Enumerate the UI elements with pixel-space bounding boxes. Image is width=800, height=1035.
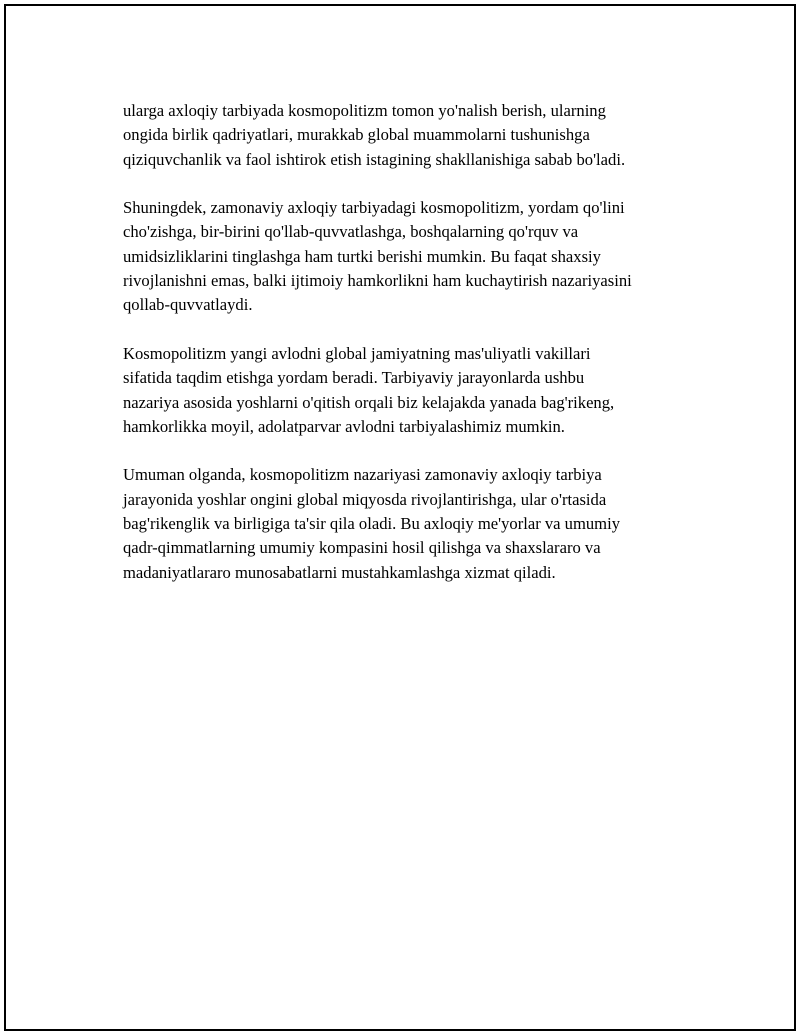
text-line: ularga axloqiy tarbiyada kosmopolitizm tomon yo'nalish berish, ularning [123, 101, 606, 120]
document-page [4, 4, 796, 1031]
text-line: nazariya asosida yoshlarni o'qitish orqali biz kelajakda yanada bag'rikeng, [123, 392, 615, 412]
paragraph-4 [123, 463, 695, 584]
document-body [123, 99, 695, 609]
text-line: qiziquvchanlik va faol ishtirok etish istagining shakllanishiga sabab bo'ladi. [123, 149, 626, 169]
text-line: Kosmopolitizm yangi avlodni global jamiyatning mas'uliyatli vakillari [123, 343, 591, 363]
paragraph-2 [123, 196, 695, 317]
text-line: cho'zishga, bir-birini qo'llab-quvvatlashga, boshqalarning qo'rquv va [123, 222, 579, 242]
paragraph-3 [123, 342, 695, 439]
text-line: umidsizliklarini tinglashga ham turtki berishi mumkin. Bu faqat shaxsiy [123, 246, 601, 266]
text-line: qollab-quvvatlaydi. [123, 295, 253, 315]
text-line: sifatida taqdim etishga yordam beradi. Tarbiyaviy jarayonlarda ushbu [123, 368, 585, 388]
text-line: Shuningdek, zamonaviy axloqiy tarbiyadagi kosmopolitizm, yordam qo'lini [123, 198, 625, 218]
text-line: ongida birlik qadriyatlari, murakkab global muammolarni tushunishga [123, 125, 590, 145]
text-line: rivojlanishni emas, balki ijtimoiy hamkorlikni ham kuchaytirish nazariyasini [123, 271, 632, 291]
text-line: madaniyatlararo munosabatlarni mustahkamlashga xizmat qiladi. [123, 562, 556, 582]
paragraph-1 [123, 99, 695, 172]
text-line: hamkorlikka moyil, adolatparvar avlodni tarbiyalashimiz mumkin. [123, 416, 565, 436]
text-line: jarayonida yoshlar ongini global miqyosda rivojlantirishga, ular o'rtasida [123, 489, 607, 509]
text-line: qadr-qimmatlarning umumiy kompasini hosil qilishga va shaxslararo va [123, 538, 601, 558]
text-line: bag'rikenglik va birligiga ta'sir qila oladi. Bu axloqiy me'yorlar va umumiy [123, 514, 620, 534]
text-line: Umuman olganda, kosmopolitizm nazariyasi zamonaviy axloqiy tarbiya [123, 465, 602, 485]
